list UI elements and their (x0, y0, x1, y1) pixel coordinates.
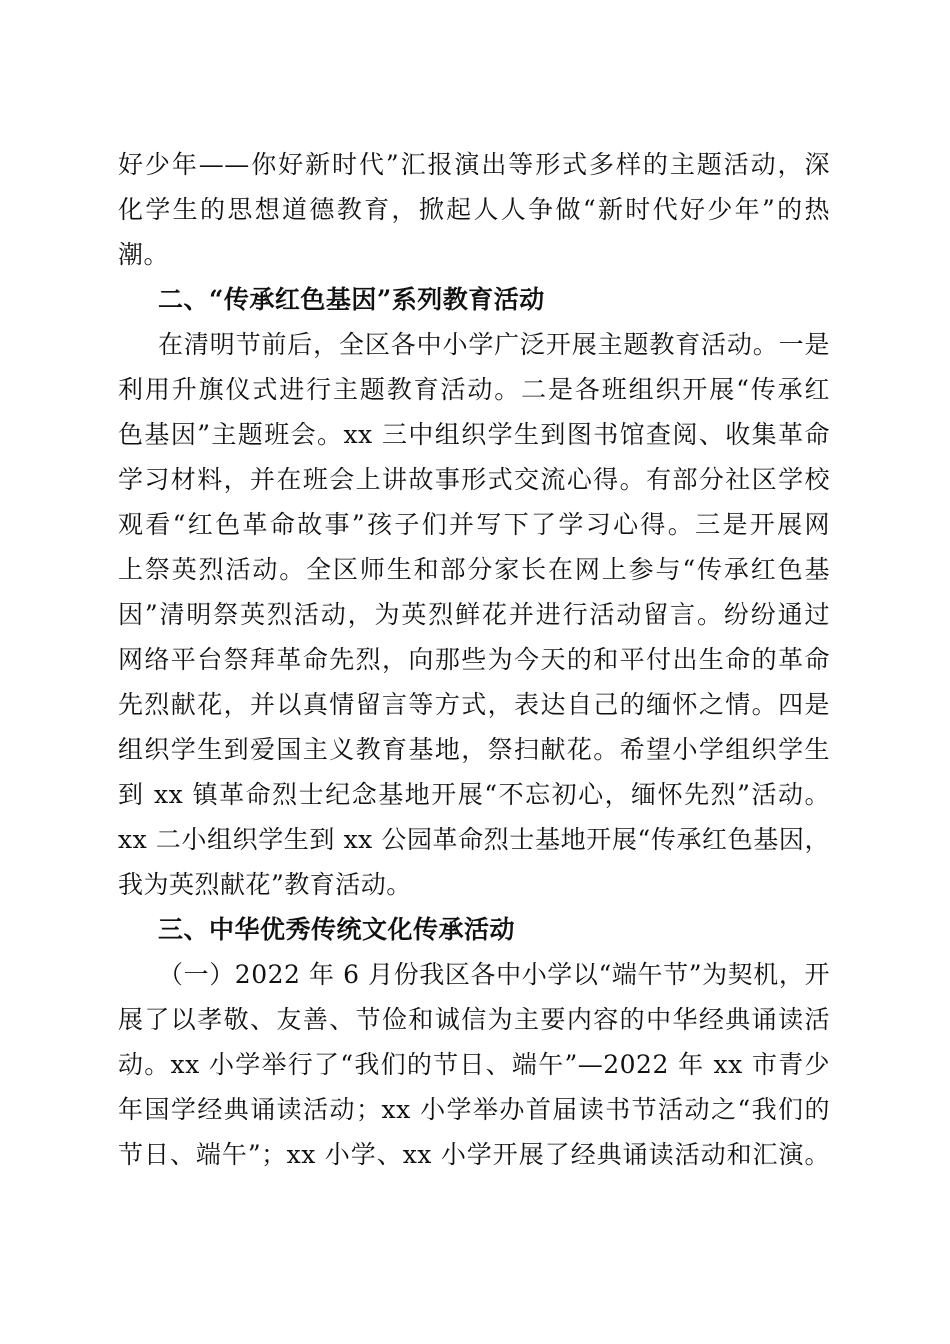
text-line-2: 化学生的思想道德教育，掀起人人争做“新时代好少年”的热 (118, 195, 830, 224)
text-line-1: 好少年——你好新时代”汇报演出等形式多样的主题活动，深 (118, 150, 830, 179)
text-line-5: 在清明节前后，全区各中小学广泛开展主题教育活动。一是 (158, 330, 830, 359)
text-line-22: 年国学经典诵读活动；xx 小学举办首届读书节活动之“我们的 (118, 1095, 830, 1124)
text-line-20: 展了以孝敬、友善、节俭和诚信为主要内容的中华经典诵读活 (118, 1005, 830, 1034)
text-line-7: 色基因”主题班会。xx 三中组织学生到图书馆查阅、收集革命 (118, 420, 830, 449)
text-line-11: 因”清明祭英烈活动，为英烈鲜花并进行活动留言。纷纷通过 (118, 600, 830, 629)
text-line-3: 潮。 (118, 240, 170, 269)
text-line-13: 先烈献花，并以真情留言等方式，表达自己的缅怀之情。四是 (118, 690, 830, 719)
text-line-21: 动。xx 小学举行了“我们的节日、端午”—2022 年 xx 市青少 (118, 1050, 830, 1079)
text-line-10: 上祭英烈活动。全区师生和部分家长在网上参与“传承红色基 (118, 555, 830, 584)
text-line-8: 学习材料，并在班会上讲故事形式交流心得。有部分社区学校 (118, 465, 830, 494)
section-heading-3: 三、中华优秀传统文化传承活动 (158, 915, 516, 944)
text-line-15: 到 xx 镇革命烈士纪念基地开展“不忘初心，缅怀先烈”活动。 (118, 780, 830, 809)
text-line-23: 节日、端午”；xx 小学、xx 小学开展了经典诵读活动和汇演。 (118, 1140, 830, 1169)
text-line-17: 我为英烈献花”教育活动。 (118, 870, 412, 899)
text-line-6: 利用升旗仪式进行主题教育活动。二是各班组织开展“传承红 (118, 375, 830, 404)
text-line-16: xx 二小组织学生到 xx 公园革命烈士基地开展“传承红色基因， (118, 825, 830, 854)
section-heading-2: 二、“传承红色基因”系列教育活动 (158, 285, 545, 314)
document-body (118, 142, 830, 1177)
text-line-14: 组织学生到爱国主义教育基地，祭扫献花。希望小学组织学生 (118, 735, 830, 764)
text-line-19: （一）2022 年 6 月份我区各中小学以“端午节”为契机，开 (158, 960, 830, 989)
text-line-12: 网络平台祭拜革命先烈，向那些为今天的和平付出生命的革命 (118, 645, 830, 674)
text-line-9: 观看“红色革命故事”孩子们并写下了学习心得。三是开展网 (118, 510, 830, 539)
